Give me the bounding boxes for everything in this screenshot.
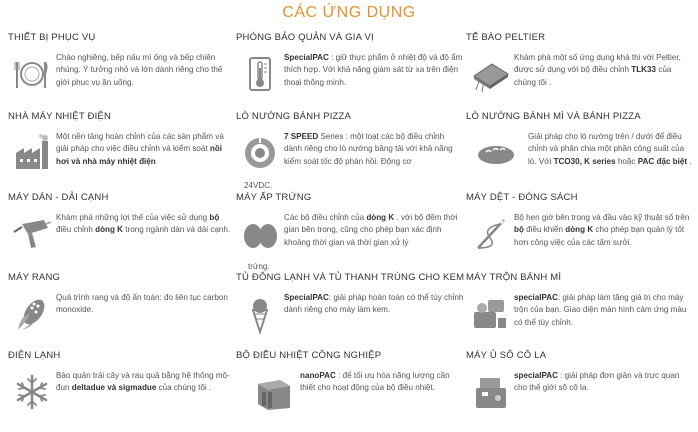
card-tableware[interactable] [8, 32, 236, 114]
card-title: ĐIỆN LẠNH [8, 350, 61, 361]
card-title: TỦ ĐÔNG LẠNH VÀ TỦ THANH TRÙNG CHO KEM [236, 272, 465, 283]
needle-thread-icon [470, 214, 510, 254]
card-title: TẾ BÀO PELTIER [466, 32, 546, 43]
card-description: Quá trình rang và độ ẩn toàn: đo liên tục carbon monoxide. [56, 293, 228, 315]
card-bread-oven[interactable] [466, 111, 694, 193]
card-description: specialPAC : giải pháp đơn giản và trực quan cho thế giới sô cô la. [514, 371, 680, 393]
card-refrigeration[interactable] [8, 350, 236, 432]
card-description: specialPAC: giải pháp làm tăng giá trị cho máy trộn của bạn. Giao diện màn hình cảm ứng màu có thể tùy chỉnh. [514, 293, 687, 327]
card-roaster[interactable] [8, 272, 236, 354]
card-description: Bảo quản trái cây và rau quả bằng hệ thống mô-đun deltadue và sigmadue của chúng tôi . [56, 371, 230, 393]
card-power-plant[interactable] [8, 111, 236, 193]
card-title: NHÀ MÁY NHIỆT ĐIỆN [8, 111, 112, 122]
page-title: CÁC ỨNG DỤNG [282, 4, 416, 21]
card-description: Giải pháp cho lò nướng trên / dưới để điều chỉnh và phân chia một phần công suất của lò. Với TCO30, K series hoặc PAC đặc biệt . [528, 132, 692, 166]
card-description: Bộ hẹn giờ bên trong và đầu vào kỹ thuật số trên bộ điều khiển dòng K cho phép bạn quản lý tốt hơn công việc của các tấm sưởi. [514, 213, 690, 247]
eggs-icon [240, 214, 280, 254]
card-title: MÁY DÁN - DẢI CẠNH [8, 192, 109, 203]
card-storage-seasoning[interactable] [236, 32, 464, 114]
card-title: THIẾT BỊ PHỤC VỤ [8, 32, 96, 43]
card-title: MÁY DỆT - ĐÓNG SÁCH [466, 192, 578, 203]
card-title: LÒ NƯỚNG BÁNH MÌ VÀ BÁNH PIZZA [466, 111, 641, 122]
chocolate-machine-icon [470, 372, 510, 412]
glue-gun-icon [12, 214, 52, 254]
card-description: nanoPAC : để tối ưu hóa năng lượng cần thiết cho hoạt động của bộ điều nhiệt. [300, 371, 450, 393]
card-peltier[interactable] [466, 32, 694, 114]
card-description: Khám phá một số ứng dụng khả thi với Peltier, được sử dụng với bộ điều chỉnh TLK33 của chúng tôi . [514, 53, 681, 87]
card-extra-text: trứng. [248, 262, 270, 271]
card-extra-text: 24VDC. [244, 181, 273, 190]
card-title: MÁY TRỘN BÁNH MÌ [466, 272, 562, 283]
card-description: Các bộ điều chỉnh của dòng K . với bộ đếm thời gian bên trong, cũng cho phép bạn xác định khoảng thời gian và thời gian xử lý [284, 213, 458, 247]
ice-cream-icon [240, 294, 280, 334]
card-title: LÒ NƯỚNG BÁNH PIZZA [236, 111, 352, 122]
card-title: MÁY RANG [8, 272, 61, 283]
power-plant-icon [12, 133, 52, 173]
card-description: Chảo nghiêng, bếp nấu mì ống và bếp chiên nhúng. Ý tưởng nhỏ và lớn dành riêng cho thế giới phục vụ ăn uống. [56, 53, 223, 87]
card-textile-binding[interactable] [466, 192, 694, 274]
mixer-icon [470, 294, 510, 334]
tableware-icon [12, 54, 52, 94]
card-description: Khám phá những lợi thế của việc sử dụng bộ điều chỉnh dòng K trong ngành dán và dải cạnh. [56, 213, 231, 235]
peltier-cell-icon [470, 54, 510, 94]
card-description: SpecialPAC : giữ thực phẩm ở nhiệt độ và độ ẩm thích hợp. Với khả năng giám sát từ xa trên điện thoại thông minh. [284, 53, 463, 87]
card-description: SpecialPAC: giải pháp hoàn toàn có thể tùy chỉnh dành riêng cho máy làm kem. [284, 293, 464, 315]
thermometer-icon [240, 54, 280, 94]
card-pizza-oven[interactable] [236, 111, 464, 193]
card-description: 7 SPEED Series : một loạt các bộ điều chỉnh dành riêng cho lò nướng băng tải với khả năng kiểm soát tốc độ phản hồi. Động cơ [284, 132, 453, 166]
industrial-oven-icon [254, 372, 294, 412]
card-title: MÁY ẤP TRỨNG [236, 192, 312, 203]
speed-dial-icon [240, 133, 280, 173]
card-title: MÁY Ủ SÔ CÔ LA [466, 350, 547, 361]
card-edge-banding[interactable] [8, 192, 236, 274]
card-chocolate-tempering[interactable] [466, 350, 694, 432]
card-dough-mixer[interactable] [466, 272, 694, 354]
card-ice-cream-freezer[interactable] [236, 272, 464, 354]
card-title: PHÒNG BẢO QUẢN VÀ GIA VỊ [236, 32, 374, 43]
card-industrial-thermostat[interactable] [236, 350, 464, 432]
snowflake-icon [12, 372, 52, 412]
corn-icon [12, 294, 52, 334]
card-egg-incubator[interactable] [236, 192, 464, 274]
card-description: Một nền tảng hoàn chỉnh của các sản phẩm và giải pháp cho việc điều chỉnh và kiểm soát nồi hơi và nhà máy nhiệt điện [56, 132, 224, 166]
bread-icon [476, 133, 520, 173]
card-title: BỘ ĐIỀU NHIỆT CÔNG NGHIỆP [236, 350, 382, 361]
